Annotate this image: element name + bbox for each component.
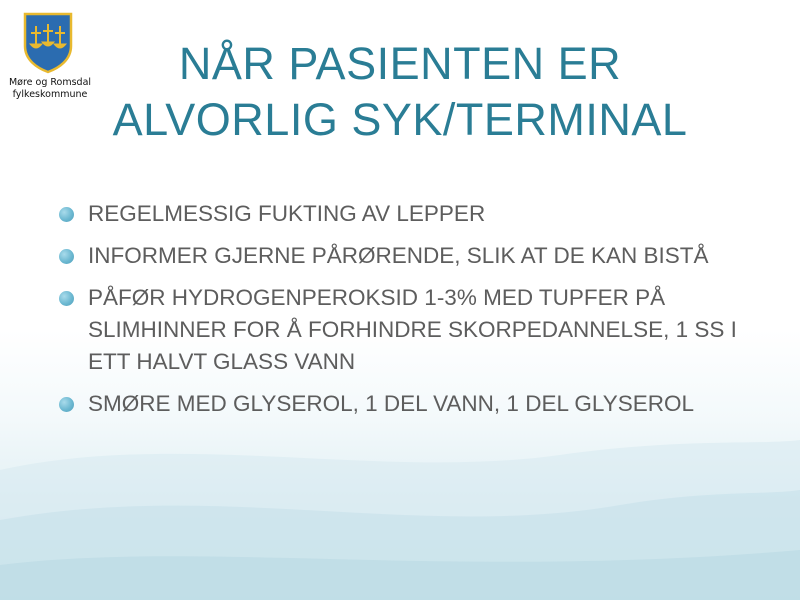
organization-name-line1: Møre og Romsdal	[8, 77, 92, 88]
bullet-text: REGELMESSIG FUKTING AV LEPPER	[88, 201, 486, 226]
bullet-icon	[59, 291, 74, 306]
bullet-item	[58, 388, 758, 420]
slide-title-line2: ALVORLIG SYK/TERMINAL	[112, 94, 688, 145]
slide-title-line1: NÅR PASIENTEN ER	[178, 38, 622, 89]
slide-title	[40, 36, 760, 148]
bullet-text: INFORMER GJERNE PÅRØRENDE, SLIK AT DE KAN BISTÅ	[88, 243, 709, 268]
bullet-text: PÅFØR HYDROGENPEROKSID 1-3% MED TUPFER PÅ SLIMHINNER FOR Å FORHINDRE SKORPEDANNELSE, 1 SS I ETT HALVT GLASS VANN	[88, 285, 737, 374]
organization-name-line2: fylkeskommune	[12, 89, 88, 100]
bullet-item	[58, 240, 758, 272]
bullet-icon	[59, 249, 74, 264]
bullet-icon	[59, 207, 74, 222]
bullet-item	[58, 282, 758, 378]
bullet-text: SMØRE MED GLYSEROL, 1 DEL VANN, 1 DEL GLYSEROL	[88, 391, 695, 416]
bullet-icon	[59, 397, 74, 412]
bullet-item	[58, 198, 758, 230]
bullet-list	[58, 198, 758, 430]
